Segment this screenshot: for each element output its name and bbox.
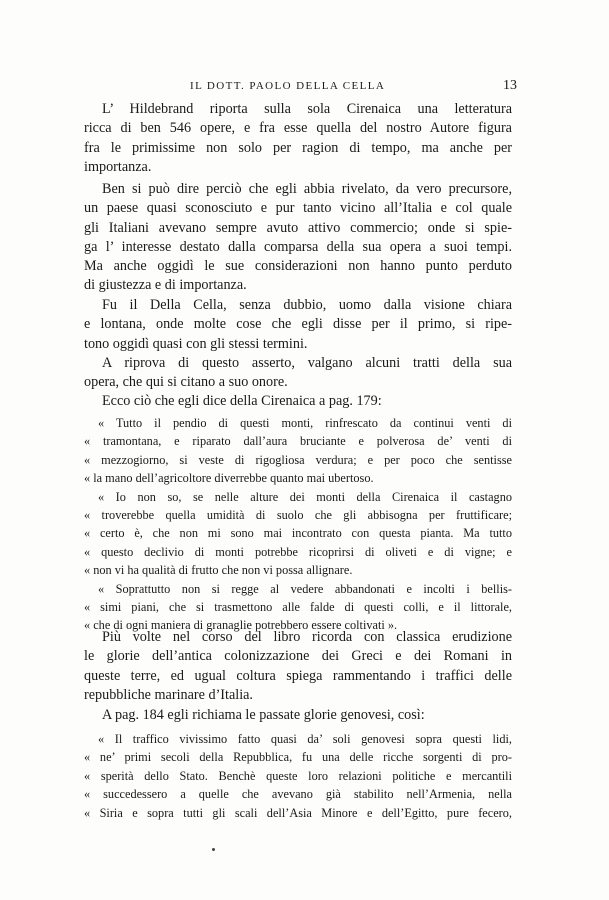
quote-line: « tramontana, e riparato dall’aura bruciante e polverosa de’ venti di: [84, 434, 512, 449]
text-line: un paese quasi sconosciuto e pur tanto vicino all’Italia e col quale: [84, 200, 512, 217]
text-line: ricca di ben 546 opere, e fra esse quella del nostro Autore figura: [84, 120, 512, 137]
quote-line: « succedessero a quelle che avevano già stabilito nell’Armenia, nella: [84, 787, 512, 802]
quote-line: « sperità dello Stato. Benchè queste loro relazioni politiche e mercantili: [84, 768, 512, 783]
page-number: 13: [503, 78, 517, 93]
paragraph-della-cella: [84, 296, 512, 354]
paragraph-erudizione: [84, 628, 512, 705]
paragraph-pag-184: [84, 706, 512, 725]
text-line: Ecco ciò che egli dice della Cirenaica a pag. 179:: [102, 393, 382, 409]
quote-line: « Tutto il pendio di questi monti, rinfrescato da continui venti di: [98, 416, 512, 430]
running-title: IL DOTT. PAOLO DELLA CELLA: [190, 80, 386, 92]
text-line: fra le primissime non solo per ragion di tempo, ma anche per: [84, 139, 512, 156]
quote-line: « la mano dell’agricoltore diverrebbe quanto mai ubertoso.: [84, 471, 374, 486]
quote-cirenaica: [84, 414, 512, 635]
quote-line: « mezzogiorno, si veste di rigogliosa verdura; e per poco che sentisse: [84, 452, 512, 467]
quote-line: « non vi ha qualità di frutto che non vi possa allignare.: [84, 563, 353, 578]
text-line: Ben si può dire perciò che egli abbia rivelato, da vero precursore,: [102, 181, 512, 197]
text-line: le glorie dell’antica colonizzazione dei Greci e dei Romani in: [84, 648, 512, 665]
quote-line: « che di ogni maniera di granaglie potrebbero essere coltivati ».: [84, 618, 398, 633]
quote-line: « questo declivio di monti potrebbe ricoprirsi di oliveti e di vigne; e: [84, 544, 512, 559]
text-line: ga l’ interesse destato dalla comparsa della sua opera a suoi tempi.: [84, 238, 512, 255]
text-line: Ma anche oggidì le sue considerazioni non hanno punto perduto: [84, 258, 512, 275]
text-line: L’ Hildebrand riporta sulla sola Cirenaica una letteratura: [102, 101, 512, 117]
text-line: gli Italiani avevano sempre avuto attivo commercio; onde si spie-: [84, 219, 512, 236]
paragraph-ecco: [84, 392, 512, 411]
text-line: opera, che qui si citano a suo onore.: [84, 374, 288, 391]
quote-line: « ne’ primi secoli della Repubblica, fu una delle ricche sorgenti di pro-: [84, 750, 512, 765]
paragraph-hildebrand: [84, 100, 512, 177]
text-line: Più volte nel corso del libro ricorda con classica erudizione: [102, 629, 512, 645]
scan-speck: [212, 848, 215, 851]
text-line: queste terre, ed ugual coltura spiega rammentando i traffici delle: [84, 667, 512, 684]
text-line: tono oggidì quasi con gli stessi termini.: [84, 335, 308, 352]
text-line: A riprova di questo asserto, valgano alcuni tratti della sua: [102, 355, 512, 371]
paragraph-precursore: [84, 180, 512, 296]
quote-line: « Il traffico vivissimo fatto quasi da’ soli genovesi sopra questi lidi,: [98, 732, 512, 746]
text-line: importanza.: [84, 158, 152, 175]
text-line: A pag. 184 egli richiama le passate glorie genovesi, così:: [102, 707, 425, 723]
text-line: repubbliche marinare d’Italia.: [84, 686, 253, 703]
text-line: Fu il Della Cella, senza dubbio, uomo dalla visione chiara: [102, 297, 512, 313]
quote-genovesi: [84, 730, 512, 822]
quote-line: « Siria e sopra tutti gli scali dell’Asia Minore e dell’Egitto, pure fecero,: [84, 805, 512, 820]
text-line: di giustezza e di importanza.: [84, 277, 247, 294]
quote-line: « troverebbe quella umidità di suolo che gli abbisogna per fruttificare;: [84, 508, 512, 523]
quote-line: « Soprattutto non si regge al vedere abbandonati e incolti i bellis-: [98, 581, 512, 596]
text-line: e lontana, onde molte cose che egli disse per il primo, si ripe-: [84, 316, 512, 333]
quote-line: « Io non so, se nelle alture dei monti della Cirenaica il castagno: [98, 489, 512, 504]
quote-line: « simi piani, che si trasmettono alle falde di questi colli, e il littorale,: [84, 600, 512, 615]
quote-line: « certo è, che non mi sono mai incontrato con questa pianta. Ma tutto: [84, 526, 512, 541]
paragraph-riprova: [84, 354, 512, 393]
